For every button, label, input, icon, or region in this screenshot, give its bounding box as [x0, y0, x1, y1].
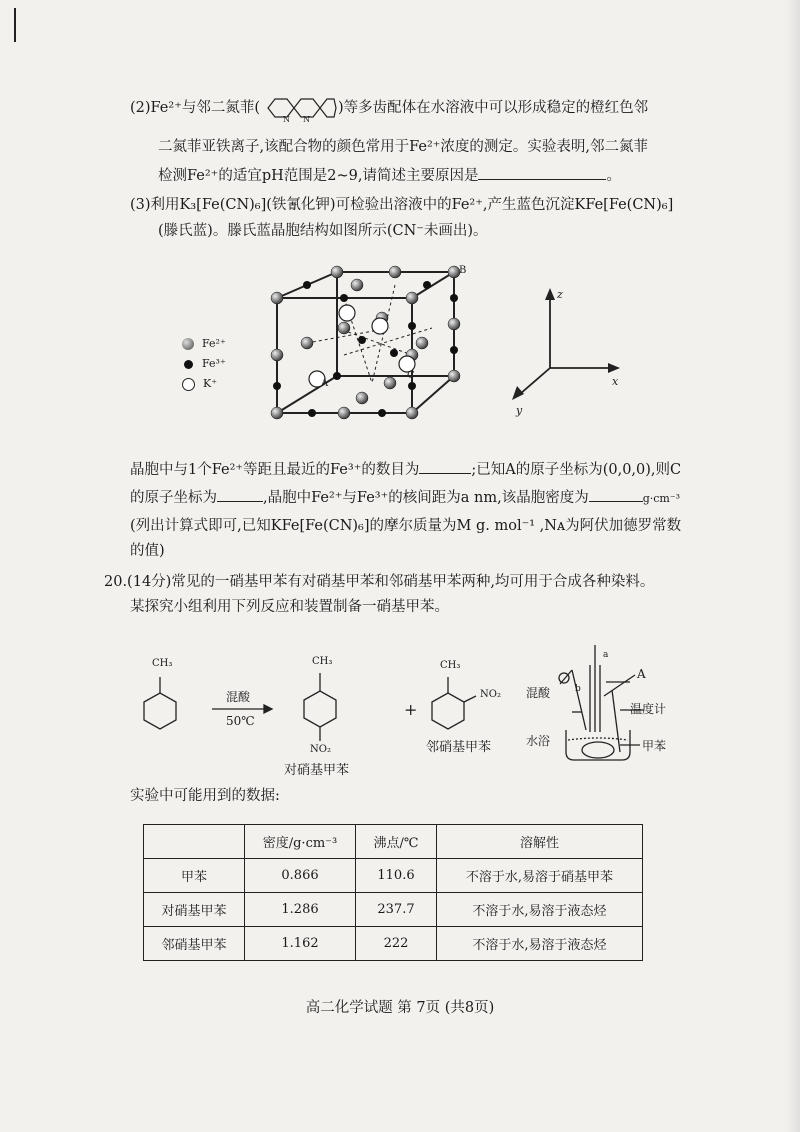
q3-text-e: ;已知A的原子坐标为(0,0,0),则C: [471, 462, 682, 478]
q3-text-g: ,晶胞中Fe²⁺与Fe³⁺的核间距为a nm,该晶胞密度为: [263, 490, 589, 506]
para-no2-label: NO₂: [310, 744, 331, 755]
q3-line1: (3)利用K₃[Fe(CN)₆](铁氰化钾)可检验出溶液中的Fe²⁺,产生蓝色沉淀KFe[Fe(CN)₆]: [130, 197, 674, 213]
table-cell: 甲苯: [144, 859, 245, 893]
table-cell: 1.162: [245, 927, 356, 961]
table-header-cell: [144, 825, 245, 859]
answer-blank-reason[interactable]: [478, 165, 606, 180]
legend-label-k: K⁺: [203, 377, 218, 390]
reaction-drawing: [120, 640, 680, 780]
unit-cell-diagram: [172, 258, 642, 428]
toluene-ch3-label: CH₃: [152, 658, 173, 669]
table-header-cell: 密度/g·cm⁻³: [245, 825, 356, 859]
apparatus-label-A: A: [637, 667, 646, 681]
apparatus-label-water-bath: 水浴: [526, 734, 551, 748]
q3-text-f: 的原子坐标为: [130, 490, 217, 506]
q2-line3: [158, 165, 621, 187]
q2-text-b: )等多齿配体在水溶液中可以形成稳定的橙红色邻: [338, 100, 649, 116]
q2-line2: 二氮菲亚铁离子,该配合物的颜色常用于Fe²⁺浓度的测定。实验表明,邻二氮菲: [158, 139, 649, 155]
table-cell: 不溶于水,易溶于液态烃: [437, 893, 643, 927]
table-row: [144, 927, 643, 961]
legend-label-fe2: Fe²⁺: [202, 337, 226, 350]
k-atoms: [309, 305, 415, 387]
q2-line1: [130, 94, 648, 122]
edge-mark: [14, 8, 16, 42]
q3-line2: (滕氏蓝)。滕氏蓝晶胞结构如图所示(CN⁻未画出)。: [158, 223, 488, 239]
properties-table: [143, 824, 643, 961]
table-header-row: [144, 825, 643, 859]
page-footer: 高二化学试题 第 7页 (共8页): [305, 1000, 495, 1016]
reaction-scheme: [120, 640, 680, 780]
table-cell: 110.6: [356, 859, 437, 893]
apparatus-label-a: a: [603, 650, 609, 660]
table-cell: 邻硝基甲苯: [144, 927, 245, 961]
table-cell: 0.866: [245, 859, 356, 893]
svg-text:N: N: [303, 115, 311, 122]
q20-line1: 20.(14分)常见的一硝基甲苯有对硝基甲苯和邻硝基甲苯两种,均可用于合成各种染料。: [104, 574, 655, 590]
answer-blank-density[interactable]: [589, 487, 643, 502]
q3-line5: [130, 487, 680, 510]
table-header-cell: 溶解性: [437, 825, 643, 859]
table-cell: 1.286: [245, 893, 356, 927]
q3-unit: g·cm⁻³: [642, 492, 681, 505]
axis-label-y: y: [516, 404, 523, 417]
q3-line6: (列出计算式即可,已知KFe[Fe(CN)₆]的摩尔质量为M g. mol⁻¹ ,Nᴀ为阿伏加德罗常数: [130, 518, 682, 534]
para-ch3-label: CH₃: [312, 656, 333, 667]
svg-text:N: N: [283, 115, 291, 122]
ortho-nitrotoluene-name: 邻硝基甲苯: [426, 740, 492, 755]
coordinate-axes: [512, 288, 620, 400]
axis-label-z: z: [557, 288, 563, 301]
label-a: A: [321, 378, 329, 389]
table-cell: 不溶于水,易溶于液态烃: [437, 927, 643, 961]
arrow-reagent: 混酸: [226, 690, 251, 704]
table-cell: 不溶于水,易溶于硝基甲苯: [437, 859, 643, 893]
plus-sign: +: [404, 700, 418, 719]
table-cell: 237.7: [356, 893, 437, 927]
scan-shadow: [786, 0, 800, 1132]
table-cell: 对硝基甲苯: [144, 893, 245, 927]
table-cell: 222: [356, 927, 437, 961]
q3-line4: [130, 459, 681, 481]
para-nitrotoluene-name: 对硝基甲苯: [284, 763, 350, 778]
q3-text-d: 晶胞中与1个Fe²⁺等距且最近的Fe³⁺的数目为: [130, 462, 420, 478]
table-row: [144, 893, 643, 927]
apparatus-label-thermometer-visible: 温度计: [630, 702, 667, 716]
table-row: [144, 859, 643, 893]
q20-line2: 某探究小组利用下列反应和装置制备一硝基甲苯。: [130, 599, 449, 615]
apparatus-label-mixed-acid: 混酸: [526, 686, 551, 700]
arrow-condition: 50℃: [226, 714, 255, 728]
data-intro: 实验中可能用到的数据:: [130, 788, 280, 804]
legend-label-fe3: Fe³⁺: [202, 357, 226, 370]
q3-line7: 的值): [130, 543, 165, 559]
ortho-ch3-label: CH₃: [440, 660, 461, 671]
answer-blank-count[interactable]: [419, 459, 471, 474]
answer-blank-coordinate[interactable]: [217, 487, 263, 502]
ortho-no2-label: NO₂: [480, 689, 501, 700]
apparatus-label-toluene: 甲苯: [642, 739, 667, 753]
q2-text-a: (2)Fe²⁺与邻二氮菲(: [130, 100, 261, 116]
label-c: C: [407, 370, 415, 381]
table-header-cell: 沸点/℃: [356, 825, 437, 859]
q2-text-c: 检测Fe²⁺的适宜pH范围是2~9,请简述主要原因是: [158, 168, 479, 184]
apparatus-label-b: b: [575, 684, 581, 694]
q2-period: 。: [606, 168, 621, 184]
label-b: B: [459, 265, 467, 276]
phenanthroline-structure: [260, 94, 338, 122]
axis-label-x: x: [612, 375, 619, 388]
